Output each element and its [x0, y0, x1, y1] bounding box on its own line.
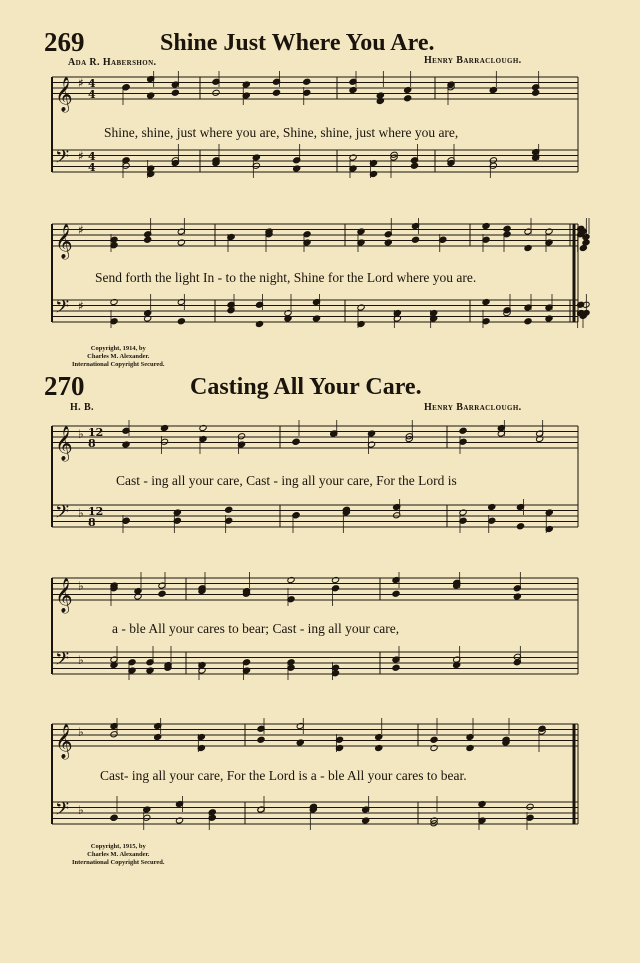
treble-clef-icon: 𝄞: [55, 724, 73, 759]
treble-clef-icon: 𝄞: [55, 224, 73, 259]
copyright-line: International Copyright Secured.: [72, 361, 165, 368]
note-head: [143, 806, 151, 813]
note-head: [199, 424, 207, 431]
note-head: [482, 222, 490, 229]
hymn-author: Ada R. Habershon.: [68, 57, 157, 68]
key-signature-icon: ♭: [78, 427, 84, 441]
lyric-line: Shine, shine, just where you are, Shine, shine, just where you are,: [104, 125, 459, 140]
bass-clef-icon: 𝄢: [55, 147, 70, 172]
note-head: [516, 523, 524, 530]
time-signature-bottom: 8: [88, 437, 96, 450]
note-head: [447, 159, 455, 166]
note-head: [392, 664, 400, 671]
note-head: [292, 438, 300, 445]
note-head: [357, 304, 365, 311]
copyright-line: Charles M. Alexander.: [87, 851, 150, 858]
key-signature-icon: ♯: [78, 76, 84, 90]
note-head: [362, 817, 370, 824]
note-head: [134, 593, 142, 600]
note-head: [375, 744, 383, 751]
key-signature-icon: ♭: [78, 725, 84, 739]
note-head: [367, 430, 375, 437]
key-signature-icon: ♭: [78, 506, 84, 520]
note-head: [147, 92, 155, 99]
copyright-line: Charles M. Alexander.: [87, 353, 150, 360]
copyright-line: International Copyright Secured.: [72, 859, 165, 866]
note-head: [349, 86, 357, 93]
note-head: [459, 427, 467, 434]
key-signature-icon: ♭: [78, 579, 84, 593]
note-head: [489, 86, 497, 93]
note-head: [173, 509, 181, 516]
key-signature-icon: ♯: [78, 149, 84, 163]
note-head: [293, 165, 301, 172]
note-head: [303, 78, 311, 85]
note-head: [225, 506, 233, 513]
time-signature-bottom: 4: [88, 88, 96, 101]
note-head: [536, 435, 544, 442]
note-head: [171, 89, 179, 96]
note-head: [404, 86, 412, 93]
hymn-title: Shine Just Where You Are.: [160, 30, 435, 56]
note-head: [349, 154, 357, 161]
note-head: [296, 739, 304, 746]
note-head: [526, 803, 534, 810]
lyric-line: Cast- ing all your care, For the Lord is a - ble All your cares to bear.: [100, 768, 467, 783]
bass-clef-icon: 𝄢: [55, 649, 70, 674]
note-head: [375, 733, 383, 740]
time-signature-bottom: 4: [88, 161, 96, 174]
hymn-number: 269: [44, 27, 85, 57]
note-head: [331, 576, 339, 583]
note-head: [257, 736, 265, 743]
time-signature-top: 12: [88, 426, 104, 439]
hymn-title: Casting All Your Care.: [190, 374, 422, 400]
note-head: [122, 441, 130, 448]
note-head: [430, 744, 438, 751]
lyric-line: a - ble All your cares to bear; Cast - ing all your care,: [112, 621, 400, 636]
copyright-line: Copyright, 1915, by: [90, 843, 146, 850]
note-head: [255, 320, 263, 327]
note-head: [466, 744, 474, 751]
note-head: [404, 95, 412, 102]
note-head: [376, 97, 384, 104]
hymn-composer: Henry Barraclough.: [424, 55, 522, 66]
time-signature-bottom: 8: [88, 516, 96, 529]
time-signature-top: 4: [88, 150, 96, 163]
treble-clef-icon: 𝄞: [55, 578, 73, 613]
note-head: [144, 309, 152, 316]
note-head: [284, 309, 292, 316]
note-head: [453, 661, 461, 668]
note-head: [488, 503, 496, 510]
note-head: [146, 667, 154, 674]
time-signature-top: 12: [88, 505, 104, 518]
note-head: [545, 509, 553, 516]
note-head: [160, 424, 168, 431]
key-signature-icon: ♭: [78, 803, 84, 817]
note-head: [110, 298, 118, 305]
key-signature-icon: ♯: [78, 299, 84, 313]
note-head: [579, 244, 587, 251]
note-head: [177, 239, 185, 246]
note-head: [545, 228, 553, 235]
note-head: [212, 89, 220, 96]
note-head: [357, 228, 365, 235]
note-head: [154, 733, 162, 740]
note-head: [513, 593, 521, 600]
note-head: [459, 509, 467, 516]
note-head: [411, 236, 419, 243]
note-head: [171, 159, 179, 166]
note-head: [158, 590, 166, 597]
time-signature-top: 4: [88, 77, 96, 90]
note-head: [287, 576, 295, 583]
copyright-line: Copyright, 1914, by: [90, 345, 146, 352]
note-head: [524, 244, 532, 251]
note-head: [392, 590, 400, 597]
note-head: [447, 81, 455, 88]
hymn-author: H. B.: [70, 402, 94, 413]
treble-clef-icon: 𝄞: [55, 426, 73, 461]
note-head: [478, 800, 486, 807]
note-head: [242, 81, 250, 88]
note-head: [532, 89, 540, 96]
note-head: [384, 239, 392, 246]
note-head: [466, 733, 474, 740]
note-head: [430, 736, 438, 743]
note-head: [524, 318, 532, 325]
treble-clef-icon: 𝄞: [55, 77, 73, 112]
note-head: [545, 315, 553, 322]
bass-clef-icon: 𝄢: [55, 297, 70, 322]
note-head: [175, 817, 183, 824]
note-head: [482, 298, 490, 305]
note-head: [272, 89, 280, 96]
lyric-line: Send forth the light In - to the night, Shine for the Lord where you are.: [95, 270, 477, 285]
hymn-number: 270: [44, 371, 85, 401]
note-head: [252, 154, 260, 161]
bass-clef-icon: 𝄢: [55, 799, 70, 824]
lyric-line: Cast - ing all your care, Cast - ing all your care, For the Lord is: [116, 473, 457, 488]
key-signature-icon: ♭: [78, 653, 84, 667]
bass-clef-icon: 𝄢: [55, 502, 70, 527]
note-head: [312, 315, 320, 322]
note-head: [110, 814, 118, 821]
note-head: [177, 318, 185, 325]
key-signature-icon: ♯: [78, 223, 84, 237]
hymn-composer: Henry Barraclough.: [424, 402, 522, 413]
